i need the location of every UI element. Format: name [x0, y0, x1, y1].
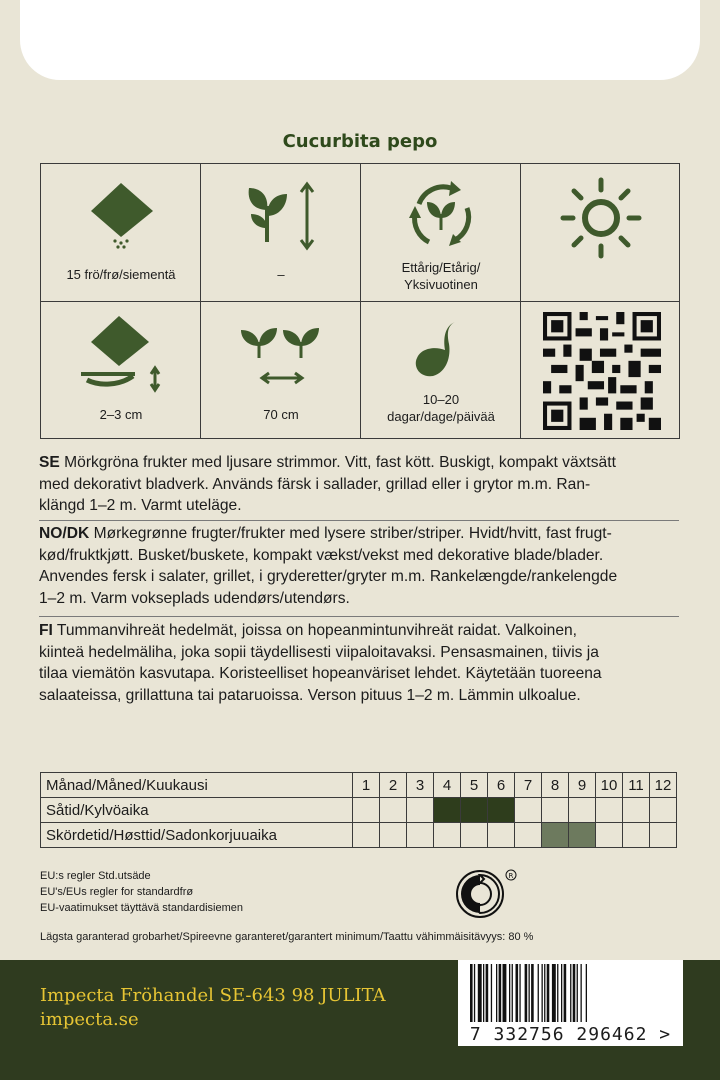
description-se-line: Mörkgröna frukter med ljusare strimmor. Vitt, fast kött. Buskigt, kompakt växtsätt [64, 454, 616, 471]
lang-code-fi: FI [39, 622, 53, 639]
barcode-number: 7 332756 296462 > [469, 1024, 672, 1045]
month-header: 2 [380, 773, 407, 798]
description-se-line: med dekorativt bladverk. Används färsk i sallader, grillad eller i grytor m.m. Ran- [39, 475, 591, 493]
sowing-cell [488, 798, 515, 823]
plant-height-icon [243, 176, 323, 256]
spacing-cell [201, 302, 361, 439]
lifecycle-caption-2: Yksivuotinen [404, 277, 478, 292]
company-website[interactable]: impecta.se [40, 1009, 139, 1030]
hang-hole [20, 0, 700, 80]
sowing-cell [515, 798, 542, 823]
paragraph-divider [39, 616, 679, 617]
description-se [39, 452, 684, 517]
sowing-cell [353, 798, 380, 823]
harvest-cell [596, 823, 623, 848]
harvest-cell [407, 823, 434, 848]
description-no-dk-line: Anvendes fersk i salater, grillet, i gryderetter/gryter m.m. Rankelængde/rankelengde [39, 568, 618, 585]
description-no-dk [39, 523, 684, 609]
height-cell [201, 164, 361, 301]
qr-code-icon[interactable] [543, 312, 661, 430]
harvest-row [41, 823, 677, 848]
qr-cell [521, 302, 681, 439]
seeds-caption: 15 frö/frø/siementä [66, 267, 176, 282]
germination-cell [361, 302, 521, 439]
month-header: 7 [515, 773, 542, 798]
description-fi [39, 620, 684, 706]
sowing-cell [623, 798, 650, 823]
sowing-row [41, 798, 677, 823]
depth-caption: 2–3 cm [99, 407, 143, 422]
harvest-cell [569, 823, 596, 848]
sowing-label: Såtid/Kylvöaika [41, 798, 353, 823]
lifecycle-caption-1: Ettårig/Etårig/ [401, 260, 481, 275]
month-header: 10 [596, 773, 623, 798]
harvest-cell [623, 823, 650, 848]
harvest-cell [380, 823, 407, 848]
regulation-line: EU:s regler Std.utsäde [40, 870, 151, 882]
full-sun-icon [559, 176, 643, 260]
sowing-cell [569, 798, 596, 823]
month-header: 4 [434, 773, 461, 798]
description-fi-line: tilaa viemätön kasvutapa. Koristeelliset hopeanväriset lehdet. Käytetään tuoreena [39, 665, 602, 682]
month-header: 9 [569, 773, 596, 798]
germination-seed-icon [409, 316, 473, 388]
sowing-calendar [40, 772, 677, 848]
sowing-cell [380, 798, 407, 823]
harvest-cell [542, 823, 569, 848]
month-header-label: Månad/Måned/Kuukausi [41, 773, 353, 798]
icon-grid [40, 163, 680, 439]
sowing-cell [407, 798, 434, 823]
regulation-line: EU's/EUs regler for standardfrø [40, 886, 194, 898]
month-header: 11 [623, 773, 650, 798]
month-header: 1 [353, 773, 380, 798]
germination-guarantee: Lägsta garanterad grobarhet/Spireevne garanteret/garantert minimum/Taattu vähimmäisitävyys: 80 % [40, 931, 534, 943]
regulation-line: EU-vaatimukset täyttävä standardisiemen [40, 902, 243, 914]
description-no-dk-line: kød/fruktkjøtt. Busket/buskete, kompakt vækst/vekst med dekorative blade/blader. [39, 546, 604, 564]
harvest-cell [650, 823, 677, 848]
lang-code-no-dk: NO/DK [39, 525, 90, 542]
description-no-dk-line: Mørkegrønne frugter/frukter med lysere striber/striper. Hvidt/hvitt, fast frugt- [93, 525, 612, 542]
description-fi-line: salaateissa, grillattuna tai pataruoissa. Verson pituus 1–2 m. Lämmin ulkoalue. [39, 686, 581, 704]
month-header: 5 [461, 773, 488, 798]
harvest-label: Skördetid/Høsttid/Sadonkorjuuaika [41, 823, 353, 848]
lang-code-se: SE [39, 454, 60, 471]
species-title: Cucurbita pepo [282, 131, 438, 152]
harvest-cell [353, 823, 380, 848]
sun-cell [521, 164, 681, 301]
svg-text:R: R [508, 872, 514, 880]
plant-spacing-icon [237, 320, 325, 392]
month-header: 12 [650, 773, 677, 798]
description-fi-line: kiinteä hedelmäliha, joka sopii täydellisesti viipaloitavaksi. Pensasmainen, tiivis ja [39, 643, 599, 661]
green-dot-recycling-icon [455, 867, 521, 925]
calendar-header-row [41, 773, 677, 798]
paragraph-divider [39, 520, 679, 521]
seeds-cell [41, 164, 201, 301]
germination-caption-1: 10–20 [422, 392, 460, 407]
sowing-cell [461, 798, 488, 823]
annual-cycle-icon [405, 178, 477, 250]
germination-caption-2: dagar/dage/päivää [387, 409, 495, 424]
harvest-cell [434, 823, 461, 848]
harvest-cell [515, 823, 542, 848]
month-header: 8 [542, 773, 569, 798]
company-address: Impecta Fröhandel SE-643 98 JULITA [40, 985, 386, 1006]
depth-cell [41, 302, 201, 439]
height-caption: – [277, 267, 285, 282]
barcode-bars [468, 960, 673, 1026]
barcode [458, 960, 683, 1046]
month-header: 6 [488, 773, 515, 798]
harvest-cell [461, 823, 488, 848]
spacing-caption: 70 cm [263, 407, 299, 422]
sowing-depth-icon [79, 314, 163, 394]
sowing-cell [650, 798, 677, 823]
harvest-cell [488, 823, 515, 848]
seed-packet-icon [85, 179, 157, 251]
month-header: 3 [407, 773, 434, 798]
sowing-cell [596, 798, 623, 823]
description-fi-line: Tummanvihreät hedelmät, joissa on hopeanmintunvihreät raidat. Valkoinen, [56, 622, 578, 639]
sowing-cell [542, 798, 569, 823]
description-no-dk-line: 1–2 m. Varm vokseplads udendørs/utendørs. [39, 589, 350, 607]
lifecycle-cell [361, 164, 521, 301]
sowing-cell [434, 798, 461, 823]
description-se-line: klängd 1–2 m. Varmt uteläge. [39, 497, 242, 514]
